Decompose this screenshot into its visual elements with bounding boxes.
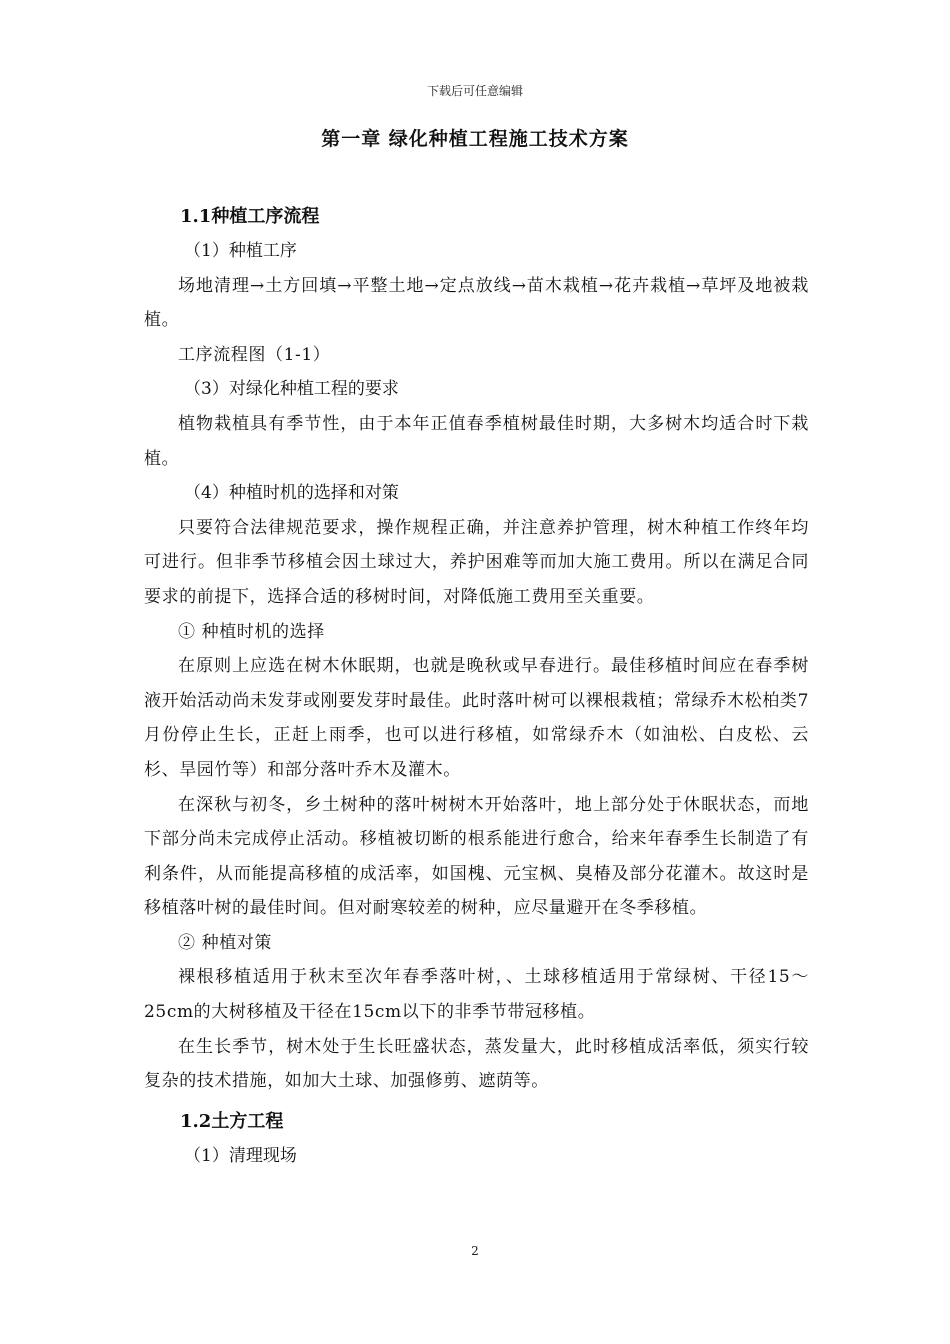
paragraph: 在生长季节，树木处于生长旺盛状态，蒸发量大，此时移植成活率低，须实行较复杂的技术措施，如加大土球、加强修剪、遮荫等。 — [144, 1036, 809, 1092]
paragraph: 在深秋与初冬，乡土树种的落叶树树木开始落叶，地上部分处于休眠状态，而地下部分尚未完成停止活动。移植被切断的根系能进行愈合，给来年春季生长制造了有利条件，从而能提高移植的成活率，如国槐、元宝枫、臭椿及部分花灌木。故这时是移植落叶树的最佳时间。但对耐寒较差的树种，应尽量避开在冬季移植。 — [144, 794, 809, 919]
page-number: 2 — [471, 1244, 479, 1258]
paragraph: 只要符合法律规范要求，操作规程正确，并注意养护管理，树木种植工作终年均可进行。但非季节移植会因土球过大，养护困难等而加大施工费用。所以在满足合同要求的前提下，选择合适的移树时间，对降低施工费用至关重要。 — [144, 517, 809, 607]
chapter-title: 第一章 绿化种植工程施工技术方案 — [321, 128, 629, 150]
subsection-heading: （1）清理现场 — [184, 1145, 297, 1166]
subsection-heading: （4）种植时机的选择和对策 — [184, 483, 399, 504]
section-heading: 1.2土方工程 — [180, 1110, 284, 1132]
paragraph: 在原则上应选在树木休眠期，也就是晚秋或早春进行。最佳移植时间应在春季树液开始活动尚未发芽或刚要发芽时最佳。此时落叶树可以裸根栽植；常绿乔木松柏类7月份停止生长，正赶上雨季，也可以进行移植，如常绿乔木（如油松、白皮松、云杉、旱园竹等）和部分落叶乔木及灌木。 — [144, 656, 809, 780]
subsection-heading: （1）种植工序 — [184, 241, 297, 261]
paragraph: ② 种植对策 — [178, 932, 273, 953]
header-note: 下载后可任意编辑 — [426, 84, 523, 98]
document-body — [144, 200, 809, 1173]
paragraph: 植物栽植具有季节性，由于本年正值春季植树最佳时期，大多树木均适合时下栽植。 — [144, 413, 809, 469]
section-heading: 1.1种植工序流程 — [180, 206, 320, 227]
paragraph: 裸根移植适用于秋末至次年春季落叶树，、土球移植适用于常绿树、干径15～25cm的大树移植及干径在15cm以下的非季节带冠移植。 — [144, 967, 809, 1023]
subsection-heading: （3）对绿化种植工程的要求 — [184, 379, 399, 400]
paragraph: ① 种植时机的选择 — [178, 621, 325, 642]
paragraph: 工序流程图（1-1） — [178, 344, 331, 365]
paragraph: 场地清理→土方回填→平整土地→定点放线→苗木栽植→花卉栽植→草坪及地被栽植。 — [144, 275, 809, 331]
